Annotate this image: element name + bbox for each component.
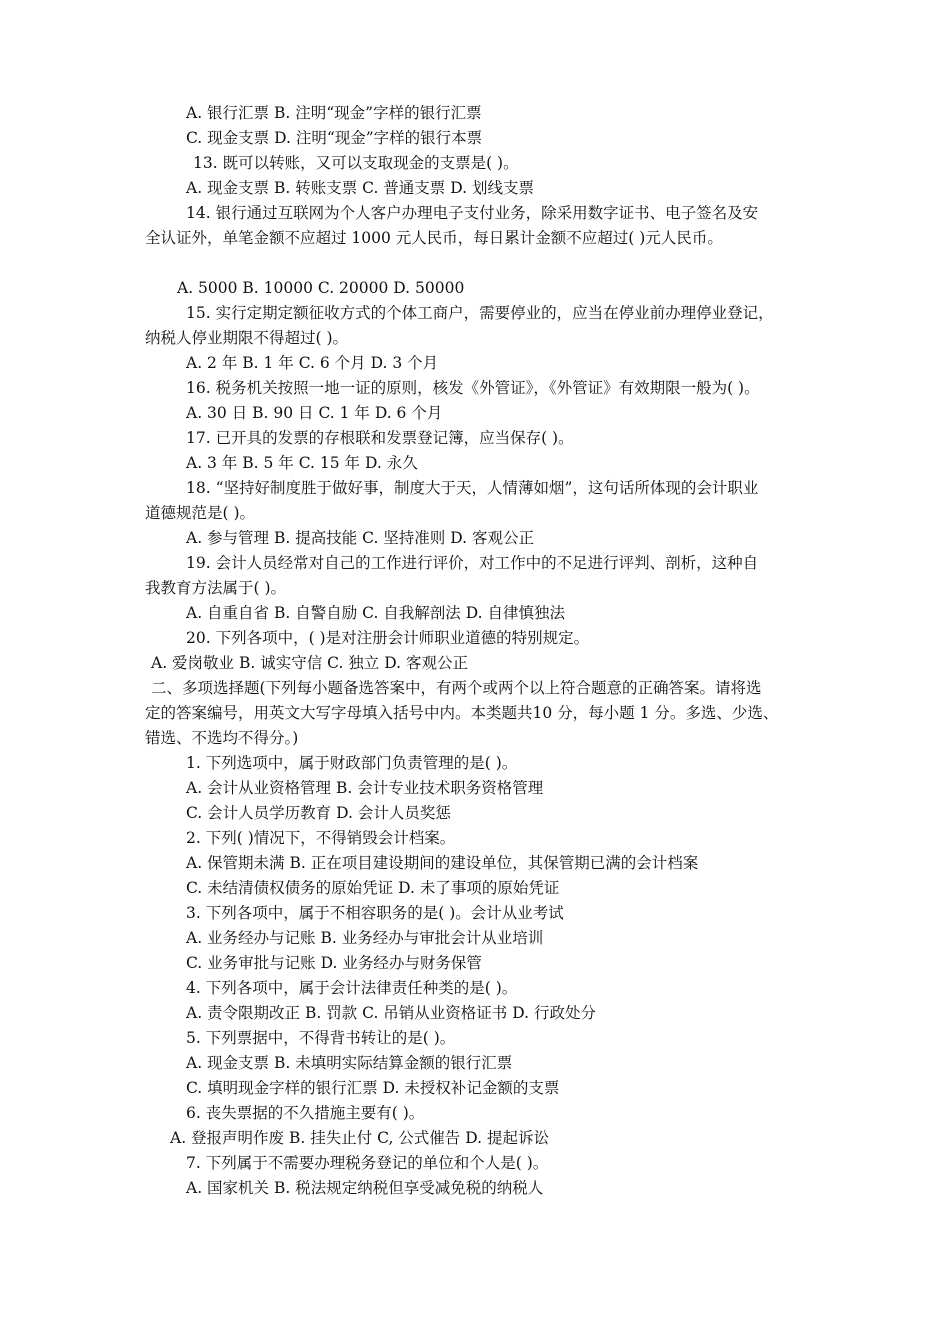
text-line: A. 参与管理 B. 提高技能 C. 坚持准则 D. 客观公正 xyxy=(186,529,534,547)
text-line: 1. 下列选项中，属于财政部门负责管理的是( )。 xyxy=(186,754,518,772)
text-line: A. 爱岗敬业 B. 诚实守信 C. 独立 D. 客观公正 xyxy=(151,654,468,672)
text-line: A. 国家机关 B. 税法规定纳税但享受减免税的纳税人 xyxy=(186,1179,544,1197)
text-line: 2. 下列( )情况下，不得销毁会计档案。 xyxy=(186,829,456,847)
text-line: A. 会计从业资格管理 B. 会计专业技术职务资格管理 xyxy=(186,779,544,797)
text-line: 15. 实行定期定额征收方式的个体工商户，需要停业的，应当在停业前办理停业登记， xyxy=(186,304,774,322)
text-line: A. 自重自省 B. 自警自励 C. 自我解剖法 D. 自律慎独法 xyxy=(186,604,565,622)
text-line: 14. 银行通过互联网为个人客户办理电子支付业务，除采用数字证书、电子签名及安 xyxy=(186,204,759,222)
text-line: A. 3 年 B. 5 年 C. 15 年 D. 永久 xyxy=(186,454,418,472)
text-line: A. 2 年 B. 1 年 C. 6 个月 D. 3 个月 xyxy=(186,354,439,372)
text-line: A. 现金支票 B. 转账支票 C. 普通支票 D. 划线支票 xyxy=(186,179,534,197)
text-line: 我教育方法属于( )。 xyxy=(145,579,287,597)
text-line: 5. 下列票据中，不得背书转让的是( )。 xyxy=(186,1029,456,1047)
text-line: 错选、不选均不得分。) xyxy=(145,729,299,747)
text-line: 7. 下列属于不需要办理税务登记的单位和个人是( )。 xyxy=(186,1154,549,1172)
text-line: 17. 已开具的发票的存根联和发票登记簿，应当保存( )。 xyxy=(186,429,574,447)
text-line: A. 登报声明作废 B. 挂失止付 C, 公式催告 D. 提起诉讼 xyxy=(170,1129,549,1147)
text-line: 6. 丧失票据的不久措施主要有( )。 xyxy=(186,1104,425,1122)
text-line: 全认证外，单笔金额不应超过 1000 元人民币，每日累计金额不应超过( )元人民币。 xyxy=(145,229,723,247)
text-line: 13. 既可以转账，又可以支取现金的支票是( )。 xyxy=(193,154,519,172)
text-line: A. 保管期未满 B. 正在项目建设期间的建设单位，其保管期已满的会计档案 xyxy=(186,854,699,872)
text-line: C. 未结清债权债务的原始凭证 D. 未了事项的原始凭证 xyxy=(186,879,560,897)
text-line: A. 现金支票 B. 未填明实际结算金额的银行汇票 xyxy=(186,1054,513,1072)
text-line: 二、多项选择题(下列每小题备选答案中，有两个或两个以上符合题意的正确答案。请将选 xyxy=(151,679,762,697)
text-line: 4. 下列各项中，属于会计法律责任种类的是( )。 xyxy=(186,979,518,997)
text-line: 19. 会计人员经常对自己的工作进行评价，对工作中的不足进行评判、剖析，这种自 xyxy=(186,554,759,572)
text-line: 20. 下列各项中，( )是对注册会计师职业道德的特别规定。 xyxy=(186,629,590,647)
text-line: 18. “坚持好制度胜于做好事，制度大于天，人情薄如烟”，这句话所体现的会计职业 xyxy=(186,479,759,497)
text-line: C. 填明现金字样的银行汇票 D. 未授权补记金额的支票 xyxy=(186,1079,560,1097)
text-line: C. 会计人员学历教育 D. 会计人员奖惩 xyxy=(186,804,451,822)
text-line: C. 业务审批与记账 D. 业务经办与财务保管 xyxy=(186,954,482,972)
text-line: A. 5000 B. 10000 C. 20000 D. 50000 xyxy=(177,279,465,297)
text-line: 纳税人停业期限不得超过( )。 xyxy=(145,329,349,347)
text-line: A. 责令限期改正 B. 罚款 C. 吊销从业资格证书 D. 行政处分 xyxy=(186,1004,596,1022)
text-line: A. 30 日 B. 90 日 C. 1 年 D. 6 个月 xyxy=(186,404,443,422)
text-line: C. 现金支票 D. 注明“现金”字样的银行本票 xyxy=(186,129,483,147)
text-line: 定的答案编号，用英文大写字母填入括号中内。本类题共10 分，每小题 1 分。多选、少选、 xyxy=(145,704,779,722)
text-line: A. 银行汇票 B. 注明“现金”字样的银行汇票 xyxy=(186,104,482,122)
text-line: A. 业务经办与记账 B. 业务经办与审批会计从业培训 xyxy=(186,929,544,947)
text-line: 3. 下列各项中，属于不相容职务的是( )。会计从业考试 xyxy=(186,904,564,922)
text-line: 16. 税务机关按照一地一证的原则，核发《外管证》，《外管证》有效期限一般为( )。 xyxy=(186,379,760,397)
text-line: 道德规范是( )。 xyxy=(145,504,256,522)
